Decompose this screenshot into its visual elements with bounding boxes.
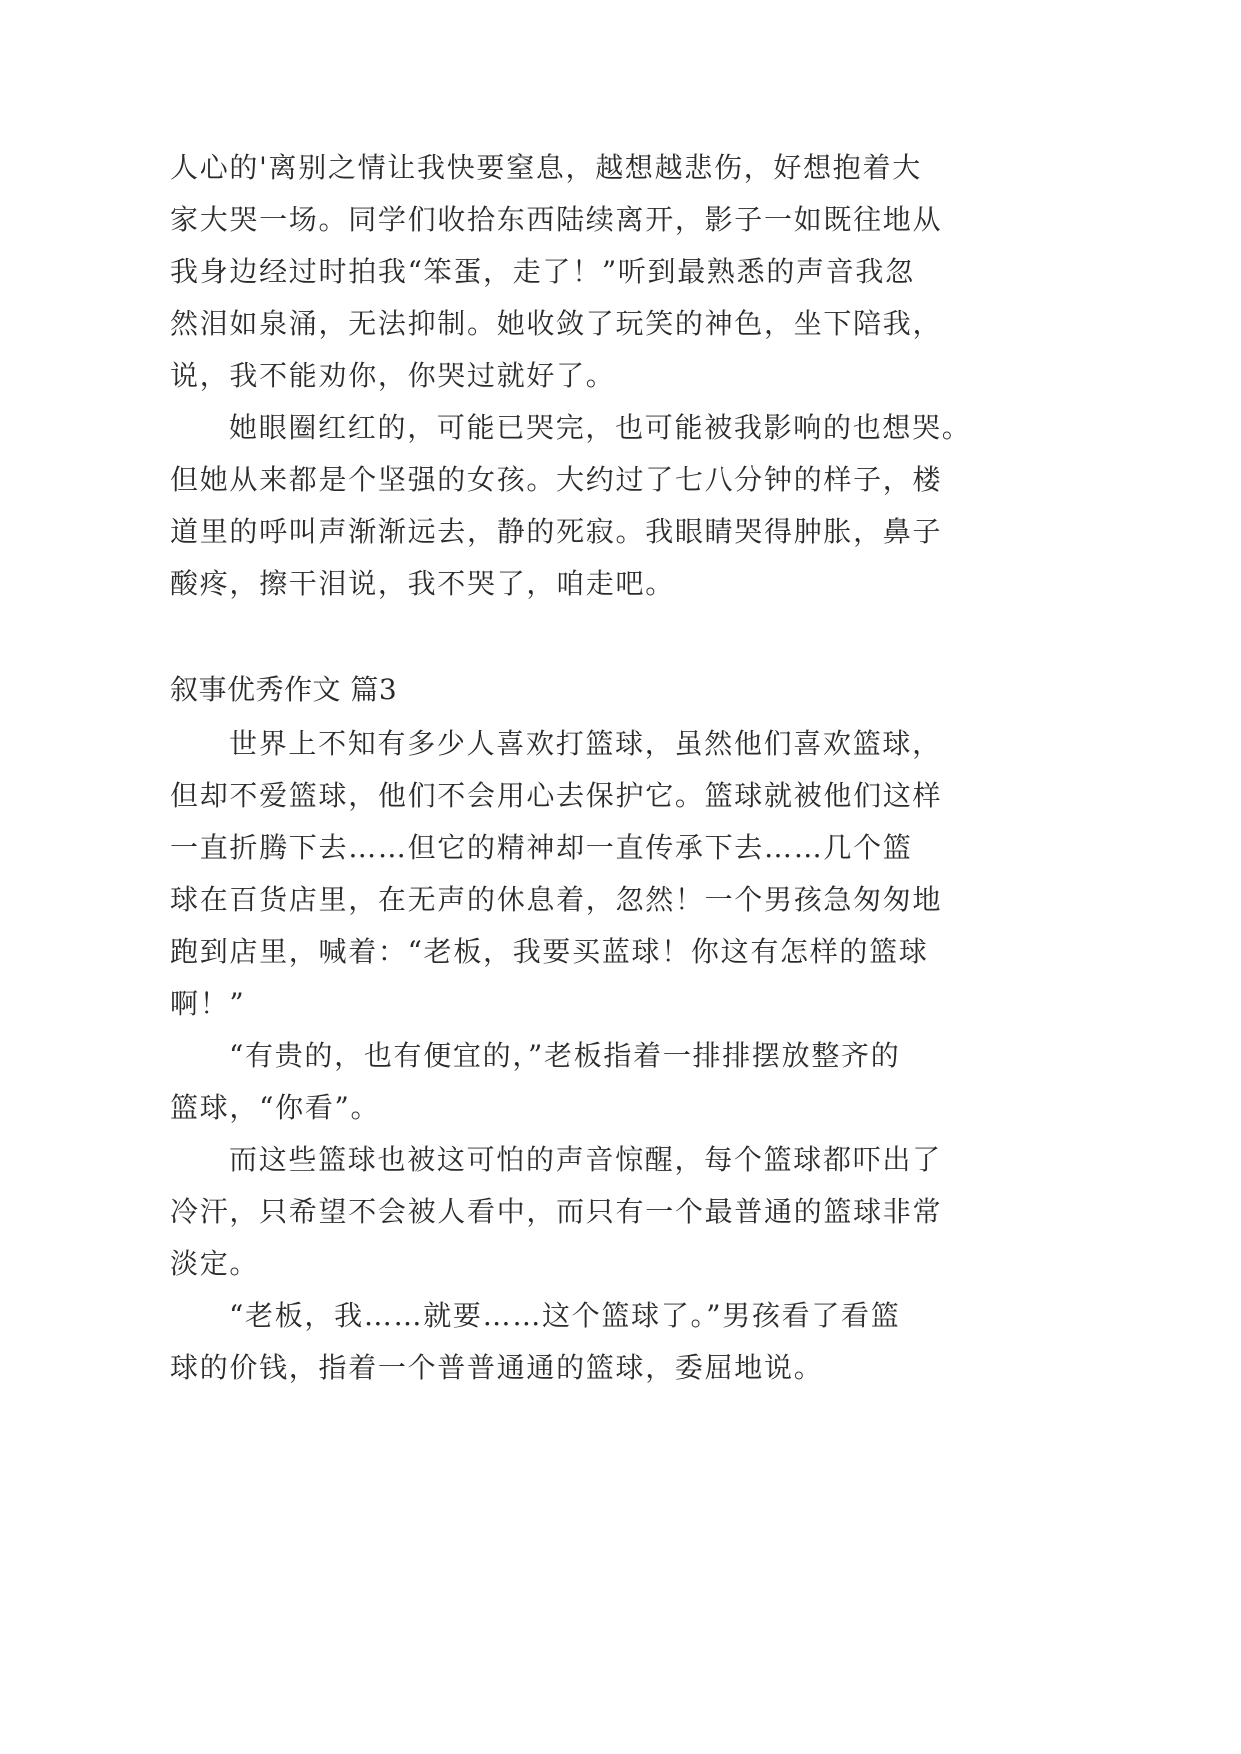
text-line: 球在百货店里，在无声的休息着，忽然！一个男孩急匆匆地 bbox=[170, 883, 943, 916]
text-line: “有贵的，也有便宜的，”老板指着一排排摆放整齐的 bbox=[229, 1039, 901, 1072]
text-line: 篮球，“你看”。 bbox=[170, 1091, 381, 1124]
text-line: 她眼圈红红的，可能已哭完，也可能被我影响的也想哭。 bbox=[229, 411, 972, 444]
text-line: 一直折腾下去……但它的精神却一直传承下去……几个篮 bbox=[170, 831, 913, 864]
text-line: 跑到店里，喊着：“老板，我要买蓝球！你这有怎样的篮球 bbox=[170, 935, 929, 968]
text-line: 人心的'离别之情让我快要窒息，越想越悲伤，好想抱着大 bbox=[170, 151, 922, 184]
text-line: 球的价钱，指着一个普普通通的篮球，委屈地说。 bbox=[170, 1351, 824, 1384]
text-line: 酸疼，擦干泪说，我不哭了，咱走吧。 bbox=[170, 567, 675, 600]
text-line: 淡定。 bbox=[170, 1247, 260, 1280]
text-line: 冷汗，只希望不会被人看中，而只有一个最普通的篮球非常 bbox=[170, 1195, 943, 1228]
text-line: 啊！” bbox=[170, 987, 246, 1020]
text-line: 世界上不知有多少人喜欢打篮球，虽然他们喜欢篮球， bbox=[229, 727, 942, 760]
text-line: 道里的呼叫声渐渐远去，静的死寂。我眼睛哭得肿胀，鼻子 bbox=[170, 515, 943, 548]
text-line: 而这些篮球也被这可怕的声音惊醒，每个篮球都吓出了 bbox=[229, 1143, 942, 1176]
text-line: 说，我不能劝你，你哭过就好了。 bbox=[170, 359, 616, 392]
section-heading: 叙事优秀作文 篇3 bbox=[170, 673, 398, 706]
text-line: 但却不爱篮球，他们不会用心去保护它。篮球就被他们这样 bbox=[170, 779, 943, 812]
text-line: 家大哭一场。同学们收拾东西陆续离开，影子一如既往地从 bbox=[170, 203, 943, 236]
text-line: 但她从来都是个坚强的女孩。大约过了七八分钟的样子，楼 bbox=[170, 463, 943, 496]
text-line: 然泪如泉涌，无法抑制。她收敛了玩笑的神色，坐下陪我， bbox=[170, 307, 943, 340]
text-line: 我身边经过时拍我“笨蛋，走了！”听到最熟悉的声音我忽 bbox=[170, 255, 915, 288]
text-line: “老板，我……就要……这个篮球了。”男孩看了看篮 bbox=[229, 1299, 901, 1332]
